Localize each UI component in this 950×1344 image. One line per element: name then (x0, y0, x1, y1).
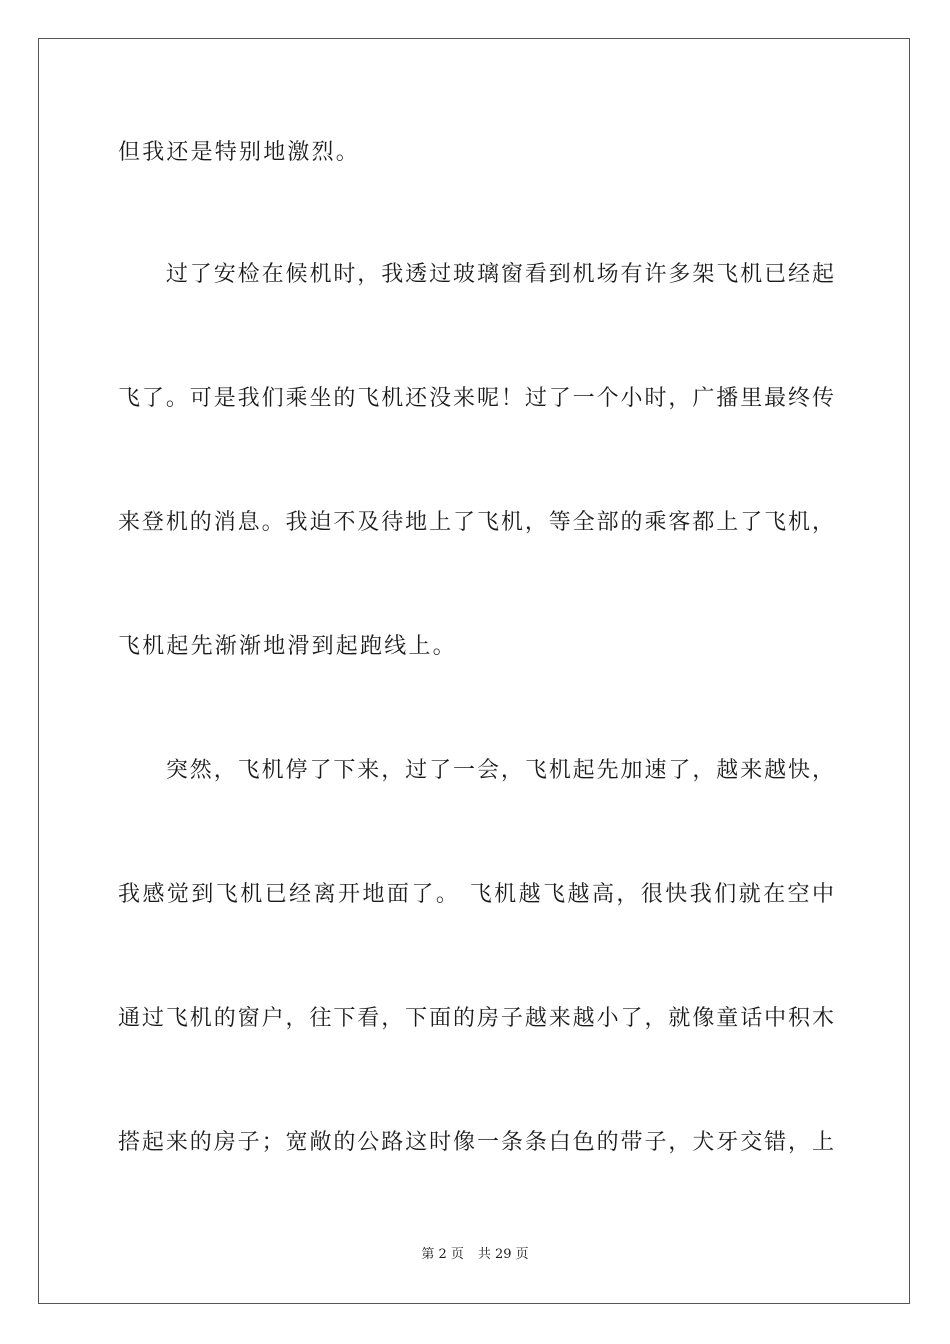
page-border (38, 38, 910, 1304)
text-line-8: 通过飞机的窗户，往下看，下面的房子越来越小了，就像童话中积木 (118, 1006, 834, 1031)
page-number: 第 2 页 (421, 1247, 464, 1262)
page-total: 共 29 页 (477, 1247, 529, 1262)
text-line-6: 突然，飞机停了下来，过了一会，飞机起先加速了，越来越快， (118, 758, 834, 783)
text-line-1: 但我还是特别地激烈。 (118, 140, 361, 165)
text-line-9: 搭起来的房子；宽敞的公路这时像一条条白色的带子，犬牙交错，上 (118, 1130, 834, 1155)
text-line-4: 来登机的消息。我迫不及待地上了飞机，等全部的乘客都上了飞机， (118, 510, 834, 535)
text-line-3: 飞了。可是我们乘坐的飞机还没来呢！过了一个小时，广播里最终传 (118, 386, 834, 411)
text-line-7: 我感觉到飞机已经离开地面了。 飞机越飞越高，很快我们就在空中 (118, 882, 834, 907)
text-line-5: 飞机起先渐渐地滑到起跑线上。 (118, 634, 457, 659)
text-line-2: 过了安检在候机时，我透过玻璃窗看到机场有许多架飞机已经起 (118, 262, 834, 287)
page-footer (0, 1246, 950, 1264)
